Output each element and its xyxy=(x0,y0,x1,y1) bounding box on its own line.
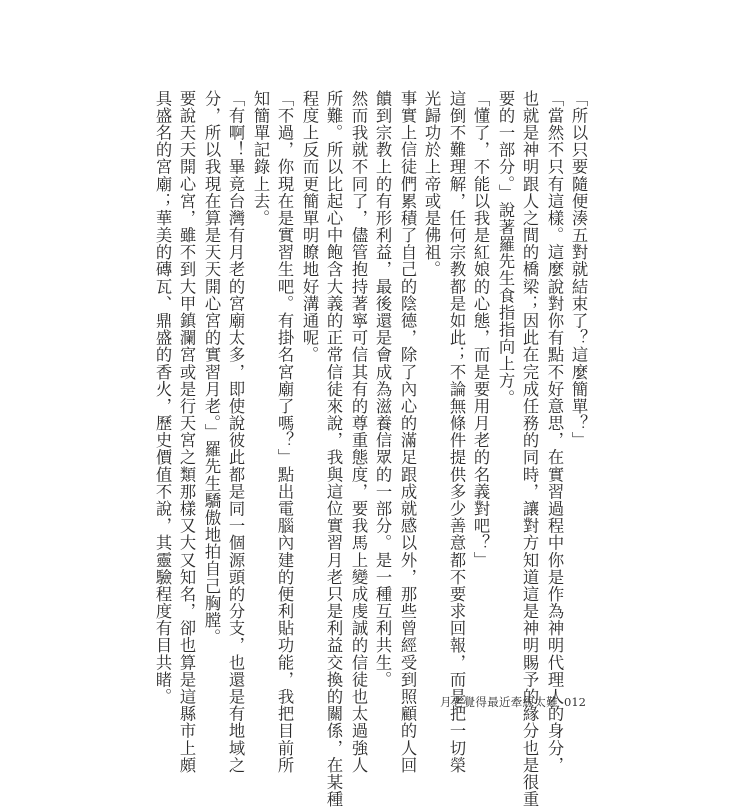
text-column-11: 所難。所以比起心中飽含大義的正常信徒來說，我與這位實習月老只是利益交換的關係，在某種 xyxy=(324,90,343,808)
text-column-9: 饋到宗教上的有形利益，最後還是會成為滋養信眾的一部分。是一種互利共生。 xyxy=(373,90,392,689)
text-column-2: 「當然不只有這樣。這麼說對你有點不好意思，在實習過程中你是作為神明代理人的身分， xyxy=(545,90,564,774)
text-column-12: 程度上反而更簡單明瞭地好溝通呢。 xyxy=(300,90,319,364)
text-column-14: 知簡單記錄上去。 xyxy=(251,90,270,227)
text-column-18: 具盛名的宮廟；華美的磚瓦、鼎盛的香火，歷史價值不說，其靈驗程度有目共睹。 xyxy=(153,90,172,706)
text-column-4: 要的一部分。」說著羅先生食指指向上方。 xyxy=(496,90,515,407)
text-column-16: 分，所以我現在算是天天開心宮的實習月老。」羅先生驕傲地拍自己胸膛。 xyxy=(202,90,221,646)
page-footer xyxy=(440,694,586,710)
text-column-3: 也就是神明跟人之間的橋梁；因此在完成任務的同時，讓對方知道這是神明賜予的緣分也是很重 xyxy=(520,90,539,808)
text-column-7: 光歸功於上帝或是佛祖。 xyxy=(422,90,441,278)
text-column-10: 然而我就不同了，儘管抱持著寧可信其有的尊重態度，要我馬上變成虔誠的信徒也太過強人 xyxy=(349,90,368,774)
text-column-13: 「不過，你現在是實習生吧。有掛名宮廟了嗎？」點出電腦內建的便利貼功能，我把目前所 xyxy=(275,90,294,774)
text-column-1: 「所以只要隨便湊五對就結束了？這麼簡單？」 xyxy=(569,90,588,449)
page-number: 012 xyxy=(564,695,586,709)
text-column-17: 要說天天開心宮，雖不到大甲鎮瀾宮或是行天宮之類那樣又大又知名，卻也算是這縣市上頗 xyxy=(177,90,196,774)
running-title: 月老覺得最近牽線太難 xyxy=(440,695,558,709)
text-column-5: 「懂了，不能以我是紅娘的心態，而是要用月老的名義對吧？」 xyxy=(471,90,490,569)
text-column-8: 事實上信徒們累積了自己的陰德，除了內心的滿足跟成就感以外，那些曾經受到照顧的人回 xyxy=(398,90,417,774)
text-column-15: 「有啊！畢竟台灣有月老的宮廟太多，即使說彼此都是同一個源頭的分支，也還是有地域之 xyxy=(226,90,245,774)
text-column-6: 這倒不難理解，任何宗教都是如此；不論無條件提供多少善意都不要求回報，而是把一切榮 xyxy=(447,90,466,774)
